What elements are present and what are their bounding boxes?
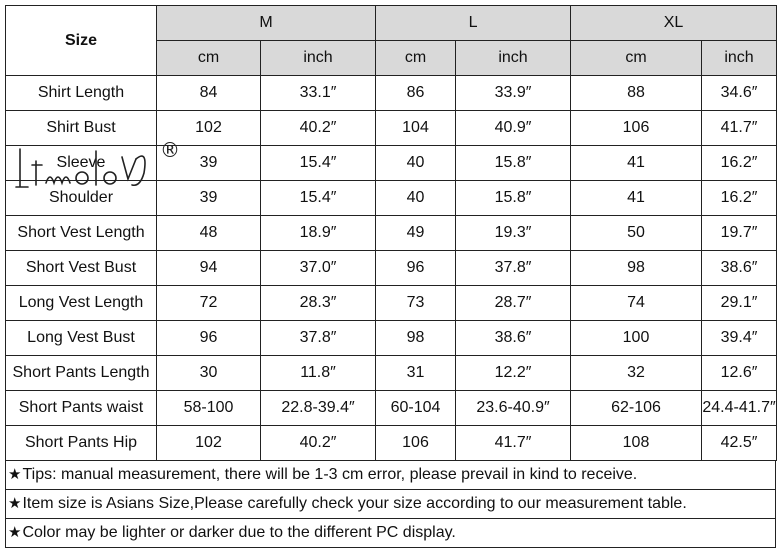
- table-cell: 37.8″: [456, 251, 571, 286]
- table-cell: 98: [571, 251, 702, 286]
- table-cell: 33.9″: [456, 76, 571, 111]
- table-cell: 41: [571, 181, 702, 216]
- row-label: Short Vest Bust: [6, 251, 157, 286]
- table-cell: 98: [376, 321, 456, 356]
- row-label: Short Vest Length: [6, 216, 157, 251]
- table-cell: 28.3″: [261, 286, 376, 321]
- row-label: Sleeve: [6, 146, 157, 181]
- table-cell: 37.0″: [261, 251, 376, 286]
- table-cell: 12.2″: [456, 356, 571, 391]
- table-cell: 33.1″: [261, 76, 376, 111]
- table-cell: 40.9″: [456, 111, 571, 146]
- group-header-m: M: [157, 6, 376, 41]
- table-cell: 40.2″: [261, 426, 376, 461]
- table-cell: 96: [376, 251, 456, 286]
- row-label: Short Pants waist: [6, 391, 157, 426]
- table-cell: 39: [157, 181, 261, 216]
- row-label: Long Vest Bust: [6, 321, 157, 356]
- table-cell: 88: [571, 76, 702, 111]
- table-cell: 18.9″: [261, 216, 376, 251]
- size-header: Size: [6, 6, 157, 76]
- unit-header: cm: [157, 41, 261, 76]
- table-cell: 41.7″: [456, 426, 571, 461]
- row-label: Shoulder: [6, 181, 157, 216]
- table-cell: 22.8-39.4″: [261, 391, 376, 426]
- table-cell: 49: [376, 216, 456, 251]
- group-header-l: L: [376, 6, 571, 41]
- star-icon: ★: [8, 524, 22, 541]
- table-cell: 73: [376, 286, 456, 321]
- table-cell: 11.8″: [261, 356, 376, 391]
- table-cell: 38.6″: [702, 251, 777, 286]
- note-text: Color may be lighter or darker due to the different PC display.: [22, 524, 456, 541]
- table-cell: 23.6-40.9″: [456, 391, 571, 426]
- table-cell: 29.1″: [702, 286, 777, 321]
- table-row: [6, 356, 777, 391]
- table-cell: 62-106: [571, 391, 702, 426]
- table-row: [6, 216, 777, 251]
- table-cell: 104: [376, 111, 456, 146]
- size-table: [5, 5, 777, 461]
- table-cell: 84: [157, 76, 261, 111]
- table-cell: 48: [157, 216, 261, 251]
- table-cell: 60-104: [376, 391, 456, 426]
- table-row: [6, 76, 777, 111]
- table-cell: 34.6″: [702, 76, 777, 111]
- table-cell: 19.7″: [702, 216, 777, 251]
- note-color: [5, 519, 776, 548]
- table-row: [6, 426, 777, 461]
- table-cell: 102: [157, 426, 261, 461]
- note-text: Item size is Asians Size,Please carefully check your size according to our measurement table.: [22, 495, 687, 512]
- row-label: Shirt Length: [6, 76, 157, 111]
- table-cell: 24.4-41.7″: [702, 391, 777, 426]
- size-chart: [5, 5, 776, 548]
- table-cell: 86: [376, 76, 456, 111]
- star-icon: ★: [8, 495, 22, 512]
- table-cell: 28.7″: [456, 286, 571, 321]
- table-cell: 15.4″: [261, 181, 376, 216]
- table-cell: 38.6″: [456, 321, 571, 356]
- table-cell: 106: [571, 111, 702, 146]
- table-cell: 108: [571, 426, 702, 461]
- table-row: [6, 111, 777, 146]
- table-cell: 94: [157, 251, 261, 286]
- table-row: [6, 321, 777, 356]
- table-cell: 42.5″: [702, 426, 777, 461]
- table-cell: 41: [571, 146, 702, 181]
- table-cell: 31: [376, 356, 456, 391]
- table-cell: 32: [571, 356, 702, 391]
- table-cell: 39.4″: [702, 321, 777, 356]
- table-cell: 40: [376, 181, 456, 216]
- unit-header: inch: [261, 41, 376, 76]
- group-header-row: [6, 6, 777, 41]
- table-cell: 106: [376, 426, 456, 461]
- table-cell: 96: [157, 321, 261, 356]
- table-cell: 15.8″: [456, 181, 571, 216]
- table-cell: 39: [157, 146, 261, 181]
- unit-header: inch: [702, 41, 777, 76]
- table-cell: 100: [571, 321, 702, 356]
- star-icon: ★: [8, 466, 22, 483]
- table-cell: 15.8″: [456, 146, 571, 181]
- table-cell: 37.8″: [261, 321, 376, 356]
- table-cell: 41.7″: [702, 111, 777, 146]
- note-text: Tips: manual measurement, there will be 1-3 cm error, please prevail in kind to receive.: [22, 466, 638, 483]
- table-row: [6, 391, 777, 426]
- table-cell: 12.6″: [702, 356, 777, 391]
- table-cell: 40.2″: [261, 111, 376, 146]
- registered-mark: ®: [160, 138, 180, 162]
- note-asian-size: [5, 490, 776, 519]
- row-label: Long Vest Length: [6, 286, 157, 321]
- table-cell: 102: [157, 111, 261, 146]
- table-row: [6, 251, 777, 286]
- table-row: [6, 286, 777, 321]
- notes: [5, 461, 776, 548]
- row-label: Short Pants Hip: [6, 426, 157, 461]
- table-cell: 74: [571, 286, 702, 321]
- table-cell: 19.3″: [456, 216, 571, 251]
- table-cell: 16.2″: [702, 181, 777, 216]
- unit-header: cm: [571, 41, 702, 76]
- table-cell: 30: [157, 356, 261, 391]
- note-tips: [5, 461, 776, 490]
- row-label: Short Pants Length: [6, 356, 157, 391]
- table-cell: 15.4″: [261, 146, 376, 181]
- table-cell: 58-100: [157, 391, 261, 426]
- table-cell: 50: [571, 216, 702, 251]
- table-cell: 40: [376, 146, 456, 181]
- table-row: [6, 181, 777, 216]
- row-label: Shirt Bust: [6, 111, 157, 146]
- group-header-xl: XL: [571, 6, 777, 41]
- table-cell: 16.2″: [702, 146, 777, 181]
- unit-header: inch: [456, 41, 571, 76]
- table-cell: 72: [157, 286, 261, 321]
- unit-header: cm: [376, 41, 456, 76]
- table-row: [6, 146, 777, 181]
